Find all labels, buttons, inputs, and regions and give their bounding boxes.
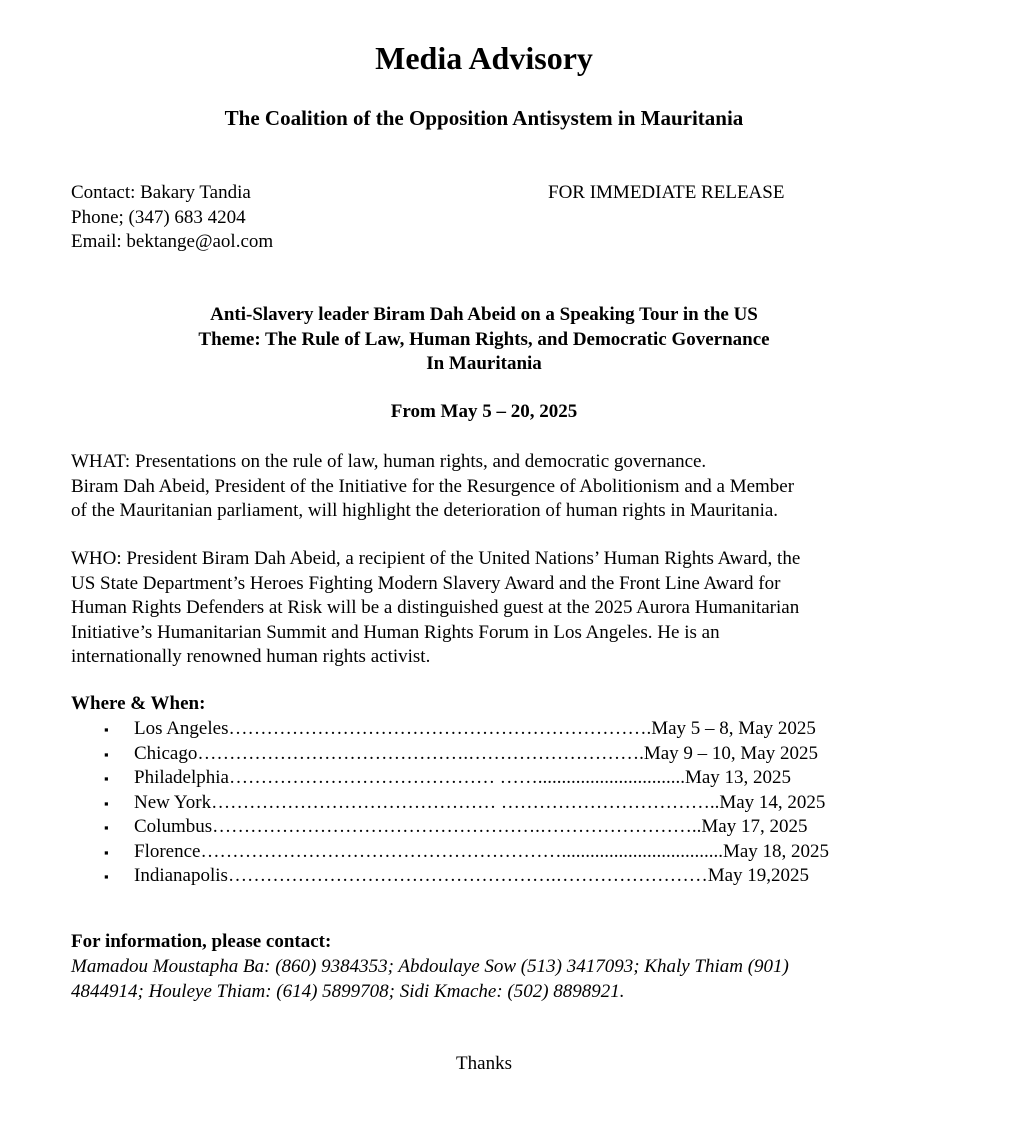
closing-thanks: Thanks (456, 1053, 512, 1074)
schedule-city: New York (134, 791, 212, 813)
leader-dots: …………………………………….………………………. (197, 742, 644, 764)
tour-dates: From May 5 – 20, 2025 (390, 401, 578, 422)
schedule-city: Columbus (134, 816, 213, 837)
who-paragraph (71, 547, 931, 670)
info-heading: For information, please contact: (71, 931, 332, 952)
contact-name: Contact: Bakary Tandia (71, 182, 251, 203)
info-line-1: Mamadou Moustapha Ba: (860) 9384353; Abdoulaye Sow (513) 3417093; Khaly Thiam (901) (71, 956, 789, 977)
who-line-5: internationally renowned human rights activist. (71, 646, 431, 667)
schedule-city: Chicago (134, 742, 198, 764)
headline-line-1: Anti-Slavery leader Biram Dah Abeid on a Speaking Tour in the US (210, 304, 758, 325)
who-line-3: Human Rights Defenders at Risk will be a distinguished guest at the 2025 Aurora Humanitarian (71, 597, 800, 618)
schedule-item-chicago (104, 742, 829, 767)
schedule-date: May 13, 2025 (684, 767, 792, 788)
who-line-2: US State Department’s Heroes Fighting Modern Slavery Award and the Front Line Award for (71, 572, 781, 594)
info-contacts (71, 955, 891, 1004)
schedule-city: Los Angeles (134, 718, 229, 739)
headline-line-2: Theme: The Rule of Law, Human Rights, and Democratic Governance (198, 328, 770, 350)
headline-line-3: In Mauritania (426, 353, 542, 374)
headline (0, 303, 968, 377)
schedule-date: May 19,2025 (707, 865, 810, 886)
schedule-city: Philadelphia (134, 767, 229, 788)
what-paragraph (71, 450, 931, 524)
schedule-item-indianapolis (104, 864, 829, 889)
contact-email: Email: bektange@aol.com (71, 231, 274, 252)
info-line-2: 4844914; Houleye Thiam: (614) 5899708; Sidi Kmache: (502) 8898921. (71, 980, 625, 1002)
bullet-icon: ▪ (104, 820, 109, 835)
organization-name: The Coalition of the Opposition Antisystem in Mauritania (224, 106, 744, 130)
leader-dots: …………………………………………….…………………… (227, 865, 708, 886)
page-title: Media Advisory (375, 40, 593, 76)
schedule-item-new-york (104, 791, 829, 816)
schedule-city: Indianapolis (134, 865, 228, 886)
bullet-icon: ▪ (104, 869, 109, 884)
bullet-icon: ▪ (104, 746, 109, 762)
schedule-date: May 5 – 8, May 2025 (651, 718, 816, 739)
schedule-date: May 9 – 10, May 2025 (643, 742, 818, 764)
bullet-icon: ▪ (104, 771, 109, 786)
who-line-1: WHO: President Biram Dah Abeid, a recipient of the United Nations’ Human Rights Award, the (71, 548, 801, 569)
what-line-1: WHAT: Presentations on the rule of law, human rights, and democratic governance. (71, 451, 707, 472)
release-notice: FOR IMMEDIATE RELEASE (548, 182, 785, 203)
leader-dots: …………………………………………………………. (228, 718, 652, 739)
leader-dots: …………………………………… ……............................... (228, 767, 685, 788)
leader-dots: ………………………………………………….................................. (200, 840, 723, 862)
what-line-2: Biram Dah Abeid, President of the Initiative for the Resurgence of Abolitionism and a Member (71, 475, 795, 497)
contact-block (71, 181, 273, 255)
what-line-3: of the Mauritanian parliament, will highlight the deterioration of human rights in Mauritania. (71, 500, 779, 521)
schedule-item-philadelphia (104, 766, 829, 791)
schedule-city: Florence (134, 840, 201, 862)
schedule-item-florence (104, 840, 829, 865)
where-when-heading: Where & When: (71, 693, 206, 714)
bullet-icon: ▪ (104, 795, 109, 811)
schedule-item-columbus (104, 815, 829, 840)
bullet-icon: ▪ (104, 844, 109, 860)
leader-dots: …………………………………………….…………………….. (212, 816, 702, 837)
schedule-date: May 17, 2025 (701, 816, 808, 837)
schedule-list (104, 717, 829, 889)
schedule-item-los-angeles (104, 717, 829, 742)
leader-dots: ……………………………………… …………………………….. (211, 791, 720, 813)
who-line-4: Initiative’s Humanitarian Summit and Human Rights Forum in Los Angeles. He is an (71, 621, 720, 643)
schedule-date: May 18, 2025 (722, 840, 830, 862)
bullet-icon: ▪ (104, 722, 109, 737)
contact-phone: Phone; (347) 683 4204 (71, 206, 246, 228)
schedule-date: May 14, 2025 (719, 791, 826, 813)
